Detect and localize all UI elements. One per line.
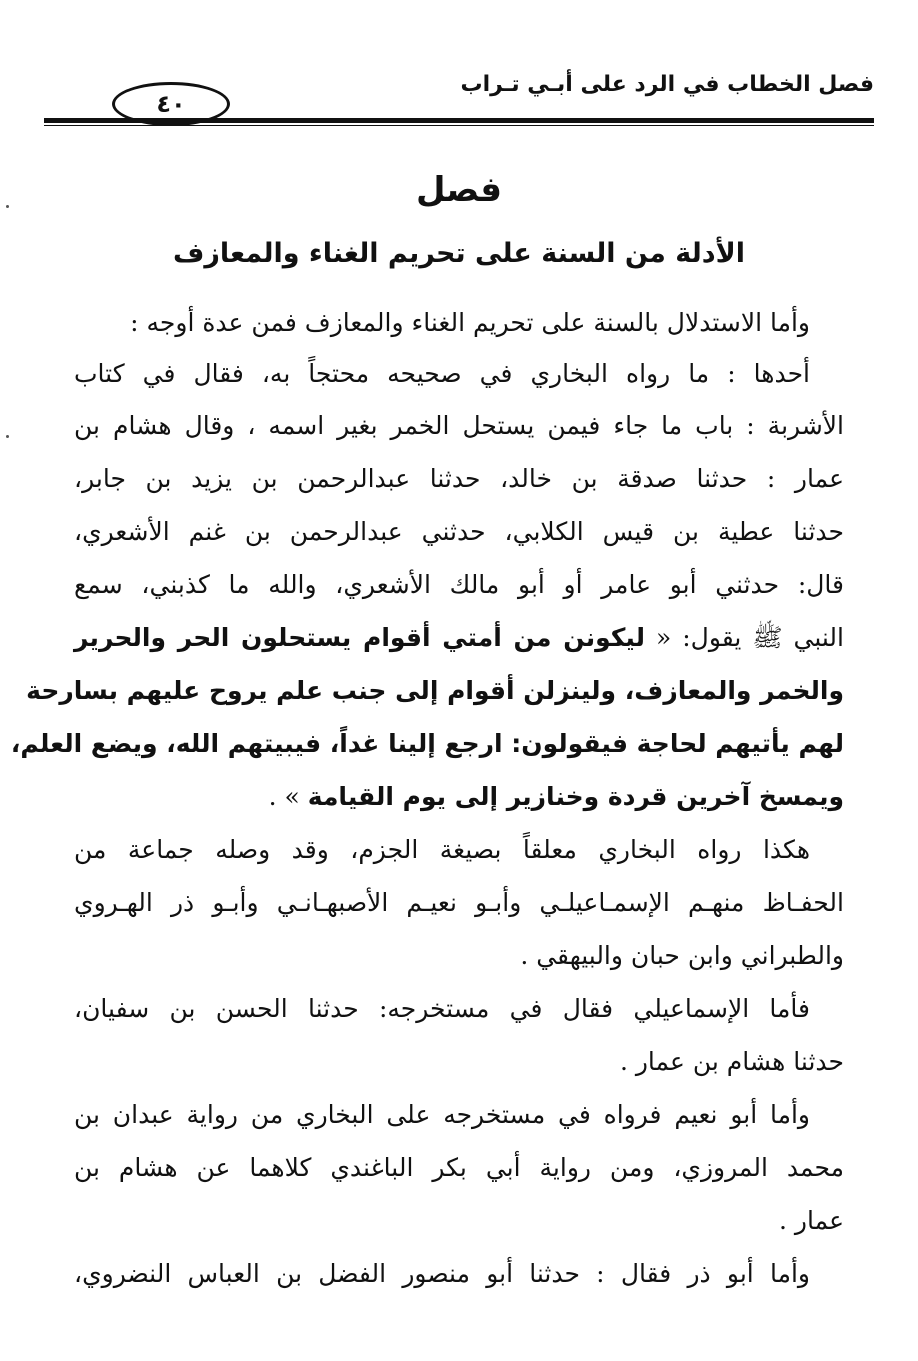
- text-line-13: والطبراني وابن حبان والبيهقي .: [520, 941, 844, 970]
- page-header: [44, 62, 874, 132]
- text-line-1: وأما الاستدلال بالسنة على تحريم الغناء والمعازف فمن عدة أوجه :: [130, 308, 810, 337]
- header-rule-thin: [44, 125, 874, 126]
- text-line-4: عمار : حدثنا صدقة بن خالد، حدثنا عبدالرحمن بن يزيد بن جابر،: [74, 464, 844, 493]
- running-title: فصل الخطاب في الرد على أبـي تـراب: [460, 72, 874, 97]
- text-line-10: [74, 778, 844, 816]
- text-line-12: الحفـاظ منهـم الإسمـاعيلـي وأبـو نعيـم الأصبهـانـي وأبـو ذر الهـروي: [74, 888, 844, 917]
- text-line-15: حدثنا هشام بن عمار .: [619, 1047, 844, 1076]
- section-subtitle: الأدلة من السنة على تحريم الغناء والمعازف: [172, 238, 746, 269]
- section-title: فصل: [415, 170, 503, 210]
- text-line-11: هكذا رواه البخاري معلقاً بصيغة الجزم، وقد وصله جماعة من: [74, 835, 810, 864]
- text-line-3: الأشربة : باب ما جاء فيمن يستحل الخمر بغير اسمه ، وقال هشام بن: [74, 411, 844, 440]
- scan-speck: [6, 205, 9, 208]
- hadith-close: » .: [268, 782, 308, 811]
- text-line-5: حدثنا عطية بن قيس الكلابي، حدثني عبدالرحمن بن غنم الأشعري،: [74, 517, 844, 546]
- text-line-2: أحدها : ما رواه البخاري في صحيحه محتجاً به، فقال في كتاب: [74, 359, 810, 388]
- header-rule: [44, 118, 874, 123]
- text-line-19: وأما أبو ذر فقال : حدثنا أبو منصور الفضل بن العباس النضروي،: [74, 1259, 810, 1288]
- text-line-9: لهم يأتيهم لحاجة فيقولون: ارجع إلينا غداً، فيبيتهم الله، ويضع العلم،: [10, 729, 844, 758]
- hadith-text-1: ليكونن من أمتي أقوام يستحلون الحر والحرير: [74, 623, 645, 652]
- text-line-18: عمار .: [779, 1206, 844, 1235]
- page-number: ٤٠: [156, 90, 186, 118]
- text-line-14: فأما الإسماعيلي فقال في مستخرجه: حدثنا الحسن بن سفيان،: [74, 994, 810, 1023]
- text-line-16: وأما أبو نعيم فرواه في مستخرجه على البخاري من رواية عبدان بن: [74, 1100, 810, 1129]
- text-line-6: قال: حدثني أبو عامر أو أبو مالك الأشعري، والله ما كذبني، سمع: [74, 570, 844, 599]
- hadith-text-4: ويمسخ آخرين قردة وخنازير إلى يوم القيامة: [307, 782, 844, 811]
- scan-speck: [6, 435, 9, 438]
- text-line-7: [74, 619, 844, 657]
- text-line-8: والخمر والمعازف، ولينزلن أقوام إلى جنب علم يروح عليهم بسارحة: [26, 676, 844, 705]
- text-line-17: محمد المروزي، ومن رواية أبي بكر الباغندي كلاهما عن هشام بن: [74, 1153, 844, 1182]
- hadith-intro: النبي ﷺ يقول: «: [644, 623, 844, 652]
